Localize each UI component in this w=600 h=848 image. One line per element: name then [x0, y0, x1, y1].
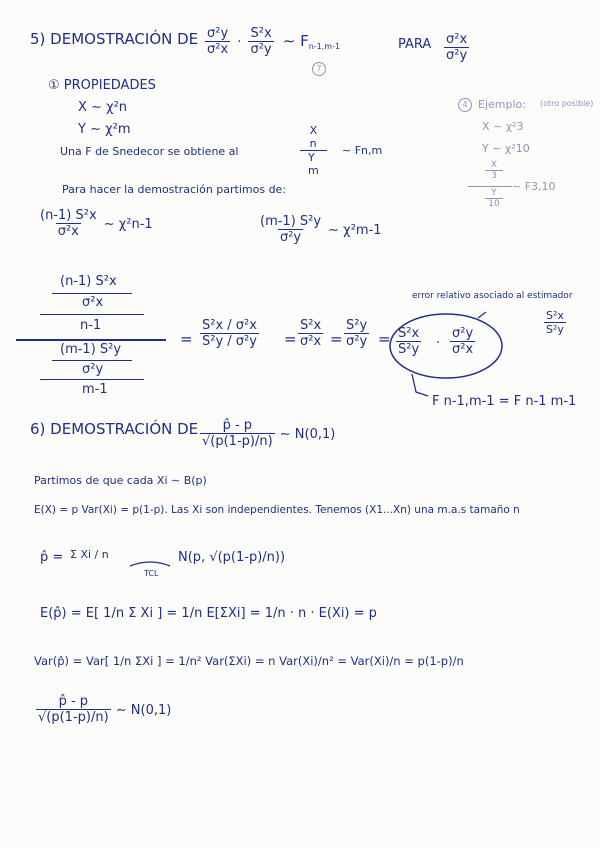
- expectation-line: E(p̂) = E[ 1/n Σ Xi ] = 1/n E[ΣXi] = 1/n · n · E(Xi) = p: [40, 606, 377, 621]
- prop-line-y: Y ∼ χ²m: [78, 122, 131, 137]
- example-result: ∼ F3,10: [512, 180, 556, 193]
- error-fraction: $\frac{\text{S²x}}{\text{S²y}}$: [546, 309, 564, 336]
- prop-line-x: X ∼ χ²n: [78, 100, 128, 115]
- example-line-y: Y ∼ χ²10: [482, 142, 530, 155]
- variance-line: Var(p̂) = Var[ 1/n ΣXi ] = 1/n² Var(ΣXi) = n Var(Xi)/n² = Var(Xi)/n = p(1-p)/n: [34, 654, 464, 668]
- example-label: Ejemplo:: [478, 98, 526, 111]
- example-fraction-bottom: Y 10: [483, 188, 505, 209]
- error-note: error relativo asociado al estimador: [412, 291, 573, 301]
- bigfrac-eq1: $\frac{\text{S²x / σ²x}}{\text{S²y / σ²y}}$: [202, 318, 257, 349]
- equals-sign-4: =: [378, 330, 391, 348]
- example-line-x: X ∼ χ²3: [482, 120, 524, 133]
- line-bernoulli: Partimos de que cada Xi ∼ B(p): [34, 474, 207, 487]
- equals-sign-2: =: [284, 330, 297, 348]
- example-circle-icon: 4: [458, 98, 472, 112]
- circle-mark: 7: [312, 62, 326, 76]
- bigfrac-num-top: (n-1) S²x: [60, 274, 117, 289]
- bigfrac-num-mid: σ²x: [82, 295, 104, 310]
- final-standardized: $\frac{p̂ - p}{√(p(1-p)/n)}$ ∼ N(0,1): [38, 694, 172, 725]
- section5-heading: 5) DEMOSTRACIÓN DE: [30, 30, 199, 48]
- tcl-label: TCL: [144, 569, 159, 578]
- section6-heading: 6) DEMOSTRACIÓN DE: [30, 420, 199, 438]
- final-f-equality: F n-1,m-1 = F n-1 m-1: [432, 394, 577, 409]
- phat-sum: Σ Xi / n: [70, 548, 109, 561]
- equals-sign-3: =: [330, 330, 343, 348]
- section6-heading-expression: $\frac{p̂ - p}{√(p(1-p)/n)}$ ∼ N(0,1): [202, 418, 336, 449]
- snedecor-fraction: X n Y m: [300, 124, 327, 177]
- bigfrac-den-top: (m-1) S²y: [60, 342, 122, 357]
- para-expression: $\frac{\text{σ²x}}{\text{σ²y}}$: [446, 32, 468, 63]
- propiedades-heading: ① PROPIEDADES: [48, 78, 156, 93]
- chi-square-y: $\frac{\text{(m-1) S²y}}{\text{σ²y}}$ ∼ χ²m-1: [260, 214, 382, 245]
- bigfrac-eq2: $\frac{\text{S²x}}{\text{σ²x}}$: [300, 318, 322, 349]
- section5-title-expression: $\frac{\text{σ²y}}{\text{σ²x}}$ · $\frac{\text{S²x}}{\text{σ²y}}$ ∼ $F_{n-1,m-1}$: [207, 26, 341, 57]
- snedecor-result: ∼ Fn,m: [342, 144, 383, 157]
- example-note: (otro posible): [540, 99, 594, 108]
- bigfrac-den-bot: m-1: [82, 382, 108, 397]
- equals-sign-1: =: [180, 330, 193, 348]
- line-expectation-variance: E(X) = p Var(Xi) = p(1-p). Las Xi son independientes. Tenemos (X1...Xn) una m.a.s tamaño n: [34, 504, 520, 516]
- circled-dot: ·: [436, 336, 441, 351]
- partimos-text: Para hacer la demostración partimos de:: [62, 183, 287, 196]
- phat-lhs: p̂ =: [40, 550, 64, 565]
- chi-square-x: $\frac{\text{(n-1) S²x}}{\text{σ²x}}$ ∼ χ²n-1: [40, 208, 153, 239]
- bigfrac-eq3: $\frac{\text{S²y}}{\text{σ²y}}$: [346, 318, 368, 349]
- snedecor-text: Una F de Snedecor se obtiene al: [60, 145, 239, 158]
- phat-rhs: N(p, √(p(1-p)/n)): [178, 550, 286, 565]
- circled-frac-a: $\frac{\text{S²x}}{\text{S²y}}$: [398, 326, 420, 357]
- bigfrac-den-mid: σ²y: [82, 362, 104, 377]
- bigfrac-num-bot: n-1: [80, 318, 102, 333]
- example-fraction-top: X 3: [483, 160, 505, 181]
- circled-frac-b: $\frac{\text{σ²y}}{\text{σ²x}}$: [452, 326, 474, 357]
- para-label: PARA: [398, 37, 432, 52]
